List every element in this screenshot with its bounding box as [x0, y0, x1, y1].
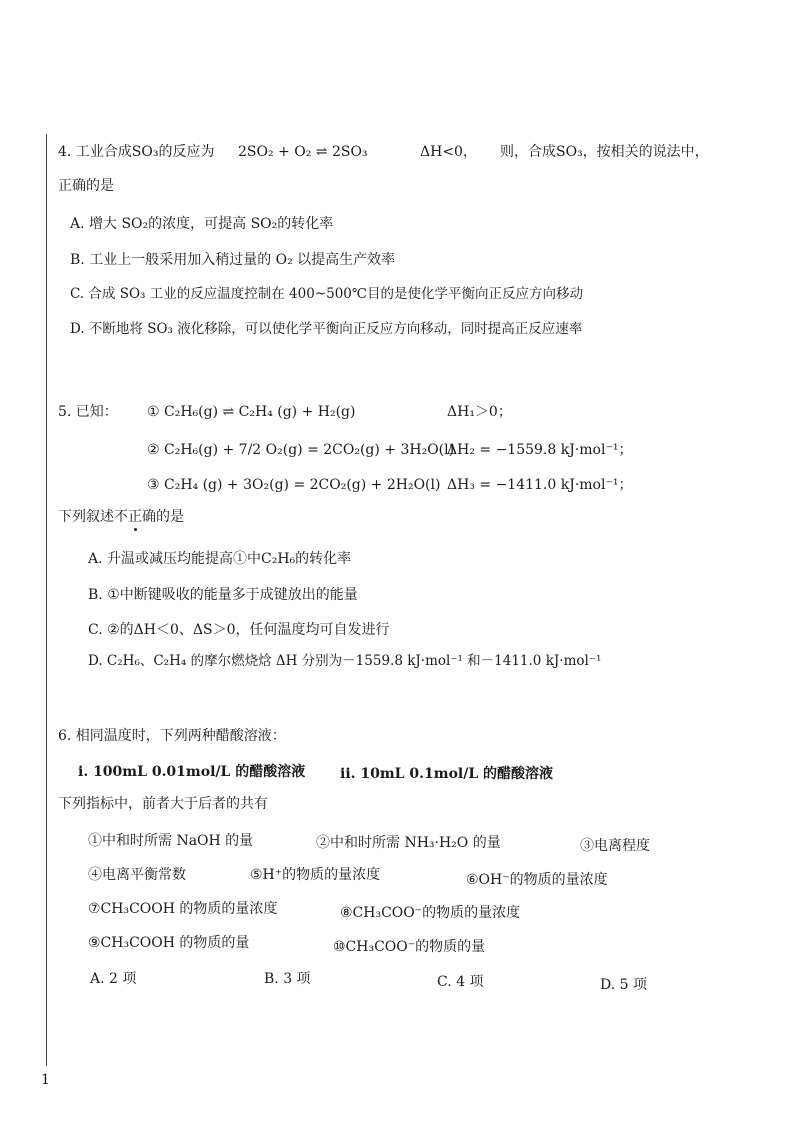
margin-rule [46, 134, 47, 1066]
q4-delta-h: ΔH<0， [420, 144, 477, 160]
q6-question: 下列指标中，前者大于后者的共有 [58, 796, 268, 812]
q4-option-d: D. 不断地将 SO₃ 液化移除，可以使化学平衡向正反应方向移动，同时提高正反应速率 [70, 321, 583, 337]
q5-reaction-3: ③ C₂H₄ (g) + 3O₂(g) = 2CO₂(g) + 2H₂O(l) [147, 477, 441, 493]
q5-option-a: A. 升温或减压均能提高①中C₂H₆的转化率 [88, 551, 352, 567]
q5-dh-3: ΔH₃ = −1411.0 kJ·mol⁻¹； [447, 477, 633, 493]
q6-choice-d: D. 5 项 [600, 977, 647, 993]
q5-question [58, 508, 184, 526]
q5-dh-2: ΔH₂ = −1559.8 kJ·mol⁻¹； [447, 442, 633, 458]
q6-item-5: ⑤H⁺的物质的量浓度 [250, 867, 381, 883]
page-number: 1 [41, 1072, 50, 1088]
q6-item-4: ④电离平衡常数 [88, 867, 186, 883]
q4-equation: 2SO₂ + O₂ ⇌ 2SO₃ [238, 144, 368, 160]
q5-question-emph: 不正确 [114, 509, 156, 525]
q6-item-8: ⑧CH₃COO⁻的物质的量浓度 [340, 905, 521, 921]
q6-item-1: ①中和时所需 NaOH 的量 [88, 833, 254, 849]
q5-question-a: 下列叙述 [58, 509, 114, 525]
q4-stem-prefix: 4. 工业合成SO₃的反应为 [58, 144, 215, 160]
q6-item-9: ⑨CH₃COOH 的物质的量 [88, 935, 250, 951]
q5-reaction-1: ① C₂H₆(g) ⇌ C₂H₄ (g) + H₂(g) [147, 404, 356, 420]
q5-option-d: D. C₂H₆、C₂H₄ 的摩尔燃烧焓 ΔH 分别为－1559.8 kJ·mol⁻¹ 和－1411.0 kJ·mol⁻¹ [88, 653, 602, 669]
q6-solution-i: i. 100mL 0.01mol/L 的醋酸溶液 [78, 764, 306, 780]
q4-option-a: A. 增大 SO₂的浓度，可提高 SO₂的转化率 [70, 216, 334, 232]
q6-item-2: ②中和时所需 NH₃·H₂O 的量 [316, 835, 501, 851]
q5-dh-1: ΔH₁＞0； [447, 404, 512, 420]
q6-choice-c: C. 4 项 [437, 974, 484, 990]
q6-item-10: ⑩CH₃COO⁻的物质的量 [333, 939, 486, 955]
q6-item-3: ③电离程度 [580, 838, 650, 854]
q6-item-7: ⑦CH₃COOH 的物质的量浓度 [88, 901, 278, 917]
q5-option-c: C. ②的ΔH＜0、ΔS＞0，任何温度均可自发进行 [88, 622, 390, 638]
q5-option-b: B. ①中断键吸收的能量多于成键放出的能量 [88, 587, 358, 603]
q4-option-b: B. 工业上一般采用加入稍过量的 O₂ 以提高生产效率 [70, 252, 396, 268]
q6-solution-ii: ii. 10mL 0.1mol/L 的醋酸溶液 [340, 766, 554, 782]
q4-option-c: C. 合成 SO₃ 工业的反应温度控制在 400~500℃目的是使化学平衡向正反应方向移动 [70, 286, 583, 302]
q5-reaction-2: ② C₂H₆(g) + 7/2 O₂(g) = 2CO₂(g) + 3H₂O(l) [147, 442, 455, 458]
q4-stem-suffix: 则，合成SO₃，按相关的说法中， [500, 144, 709, 160]
q5-question-b: 的是 [156, 509, 184, 525]
q6-choice-b: B. 3 项 [264, 971, 311, 987]
q6-stem: 6. 相同温度时，下列两种醋酸溶液： [58, 728, 286, 744]
q6-item-6: ⑥OH⁻的物质的量浓度 [466, 872, 608, 888]
q6-choice-a: A. 2 项 [90, 971, 137, 987]
q4-stem-line2: 正确的是 [58, 178, 114, 194]
q5-label: 5. 已知： [58, 404, 118, 420]
